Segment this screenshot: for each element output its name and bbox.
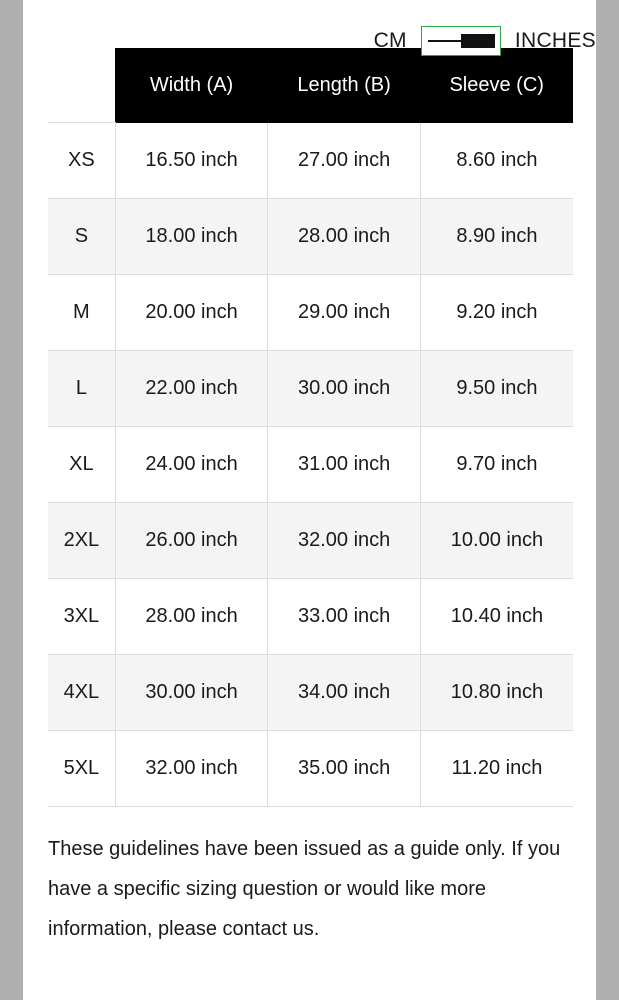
cell-length: 35.00 inch (268, 731, 421, 807)
cell-length: 27.00 inch (268, 123, 421, 199)
cell-length: 32.00 inch (268, 503, 421, 579)
cell-width: 18.00 inch (115, 199, 268, 275)
cell-sleeve: 8.60 inch (420, 123, 573, 199)
cell-length: 30.00 inch (268, 351, 421, 427)
cell-sleeve: 9.20 inch (420, 275, 573, 351)
table-header-sleeve: Sleeve (C) (420, 48, 573, 123)
table-row (48, 503, 573, 579)
cell-sleeve: 10.00 inch (420, 503, 573, 579)
cell-sleeve: 10.40 inch (420, 579, 573, 655)
cell-length: 33.00 inch (268, 579, 421, 655)
table-header-row (48, 48, 573, 123)
table-header-length: Length (B) (268, 48, 421, 123)
cell-size: XS (48, 123, 115, 199)
disclaimer-note: These guidelines have been issued as a guide only. If you have a specific sizing question or would like more information, please contact us. (48, 838, 561, 940)
cell-length: 34.00 inch (268, 655, 421, 731)
unit-label-inches[interactable]: INCHES (514, 29, 596, 52)
unit-label-cm[interactable]: CM (373, 29, 407, 52)
cell-size: 5XL (48, 731, 115, 807)
cell-width: 30.00 inch (115, 655, 268, 731)
table-row (48, 731, 573, 807)
cell-width: 26.00 inch (115, 503, 268, 579)
cell-size: 4XL (48, 655, 115, 731)
cell-size: XL (48, 427, 115, 503)
cell-width: 24.00 inch (115, 427, 268, 503)
cell-length: 29.00 inch (268, 275, 421, 351)
size-chart-table (48, 48, 573, 807)
cell-sleeve: 9.50 inch (420, 351, 573, 427)
unit-toggle-switch[interactable] (421, 26, 501, 56)
cell-sleeve: 11.20 inch (420, 731, 573, 807)
cell-width: 28.00 inch (115, 579, 268, 655)
cell-size: M (48, 275, 115, 351)
cell-size: L (48, 351, 115, 427)
cell-size: S (48, 199, 115, 275)
toggle-knob[interactable] (461, 34, 495, 48)
size-guide-page (23, 0, 596, 1000)
table-row (48, 275, 573, 351)
cell-size: 2XL (48, 503, 115, 579)
cell-length: 28.00 inch (268, 199, 421, 275)
cell-width: 20.00 inch (115, 275, 268, 351)
table-head (48, 48, 573, 123)
table-row (48, 579, 573, 655)
table-row (48, 427, 573, 503)
cell-sleeve: 9.70 inch (420, 427, 573, 503)
cell-sleeve: 8.90 inch (420, 199, 573, 275)
cell-width: 22.00 inch (115, 351, 268, 427)
unit-toggle-row (23, 0, 596, 52)
table-row (48, 199, 573, 275)
table-header-width: Width (A) (115, 48, 268, 123)
cell-size: 3XL (48, 579, 115, 655)
cell-width: 32.00 inch (115, 731, 268, 807)
table-row (48, 351, 573, 427)
table-body (48, 123, 573, 807)
table-row (48, 123, 573, 199)
cell-width: 16.50 inch (115, 123, 268, 199)
cell-sleeve: 10.80 inch (420, 655, 573, 731)
table-header-corner (48, 48, 115, 123)
table-row (48, 655, 573, 731)
cell-length: 31.00 inch (268, 427, 421, 503)
